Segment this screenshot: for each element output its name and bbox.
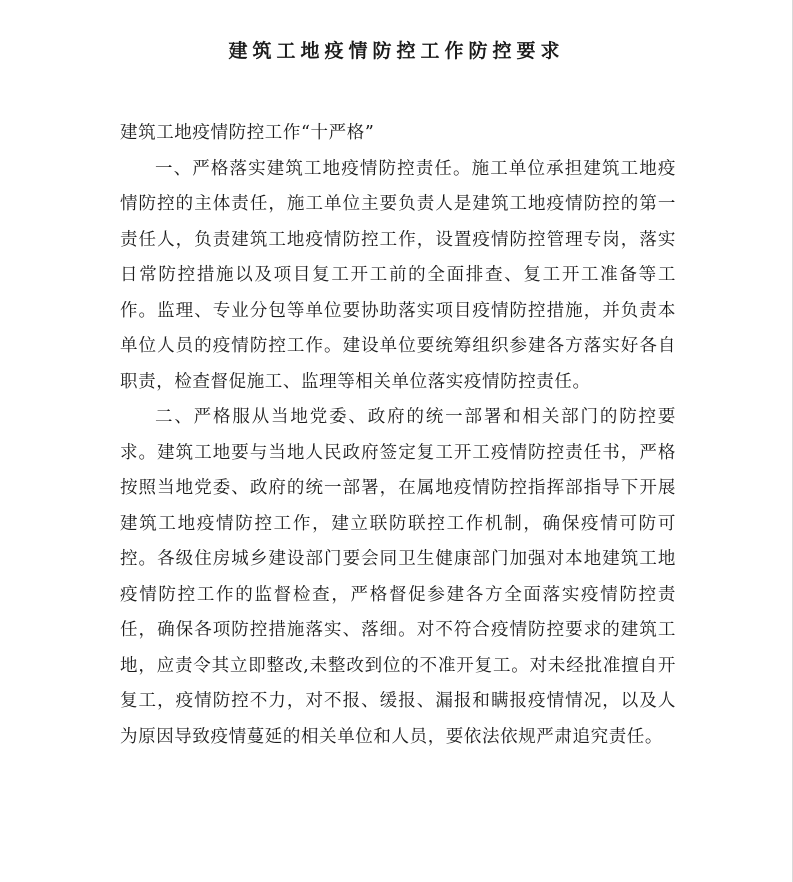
paragraph-2: 二、严格服从当地党委、政府的统一部署和相关部门的防控要求。建筑工地要与当地人民政府签定复工开工疫情防控责任书，严格按照当地党委、政府的统一部署，在属地疫情防控指挥部指导下开展建筑工地疫情防控工作，建立联防联控工作机制，确保疫情可防可控。各级住房城乡建设部门要会同卫生健康部门加强对本地建筑工地疫情防控工作的监督检查，严格督促参建各方全面落实疫情防控责任，确保各项防控措施落实、落细。对不符合疫情防控要求的建筑工地，应责令其立即整改,未整改到位的不准开复工。对未经批准擅自开复工，疫情防控不力，对不报、缓报、漏报和瞒报疫情情况，以及人为原因导致疫情蔓延的相关单位和人员，要依法依规严肃追究责任。	[120, 407, 676, 747]
document-body	[120, 116, 676, 755]
document-title: 建筑工地疫情防控工作防控要求	[228, 40, 565, 62]
document-subtitle: 建筑工地疫情防控工作“十严格”	[120, 123, 375, 143]
paragraph-1: 一、严格落实建筑工地疫情防控责任。施工单位承担建筑工地疫情防控的主体责任，施工单位主要负责人是建筑工地疫情防控的第一责任人，负责建筑工地疫情防控工作，设置疫情防控管理专岗，落实日常防控措施以及项目复工开工前的全面排查、复工开工准备等工作。监理、专业分包等单位要协助落实项目疫情防控措施，并负责本单位人员的疫情防控工作。建设单位要统筹组织参建各方落实好各自职责，检查督促施工、监理等相关单位落实疫情防控责任。	[120, 158, 676, 392]
